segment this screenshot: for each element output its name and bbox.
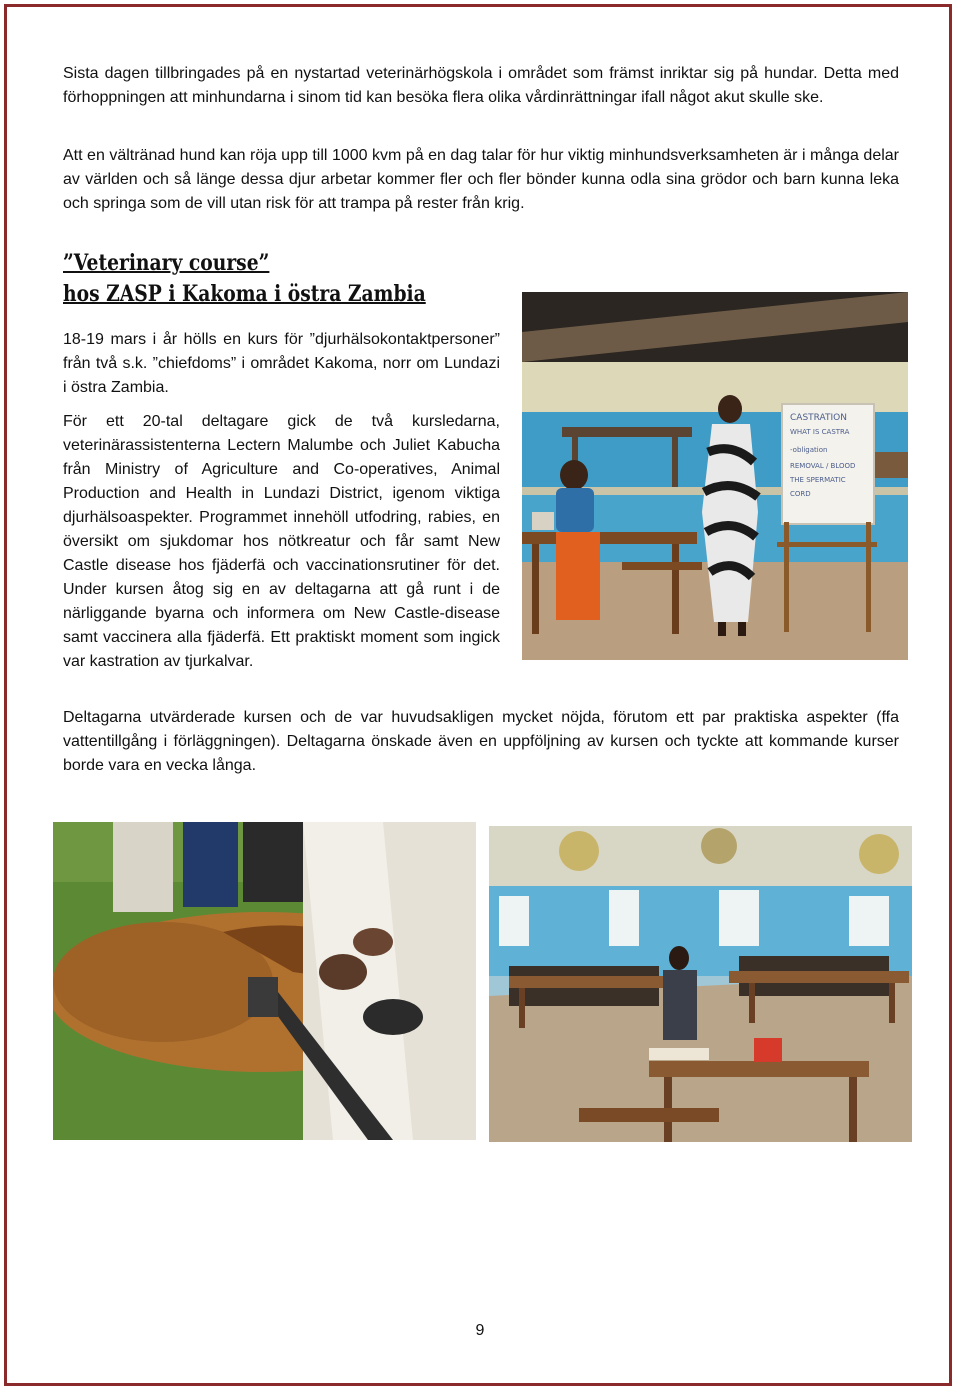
board-line-4: REMOVAL / BLOOD [790,462,856,470]
paragraph-evaluation: Deltagarna utvärderade kursen och de var huvudsakligen mycket nöjda, förutom ett par praktiska aspekter (ffa vattentillgång i förläggningen). Deltagarna önskade även en uppföljning av kursen och tyckte att kommande kurser borde vara en vecka långa. [63,709,899,774]
board-line-2: WHAT IS CASTRA [790,428,850,436]
board-line-3: -obligation [790,446,828,454]
board-line-1: CASTRATION [790,413,847,423]
paragraph-course-details: För ett 20-tal deltagare gick de två kursledarna, veterinärassistenterna Lectern Malumbe och Juliet Kabucha från Ministry of Agriculture and Co-operatives, Animal Production and Health in Lundazi District, igenom viktiga djurhälsoaspekter. Programmet innehöll utfodring, rabies, en översikt om sjukdomar hos nötkreatur och får samt New Castle disease hos fjäderfä och vaccinationsrutiner för det. Under kursen åtog sig en av deltagarna att gå runt i de närliggande byarna och informera om New Castle-disease samt vaccinera alla fjäderfä. Ett praktiskt moment som ingick var kastration av tjurkalvar. [63,413,500,670]
photo-calf-castration [53,822,476,1140]
board-line-6: CORD [790,490,811,498]
paragraph-mine-dogs: Att en vältränad hund kan röja upp till 1000 kvm på en dag talar för hur viktig minhundsverksamheten är i många delar av världen och så länge dessa djur arbetar kommer fler och fler bönder kunna odla sina grödor och barn kunna leka och springa som de vill utan risk för att trampa på rester från krig. [63,147,899,212]
heading-line-1: ”Veterinary course” [63,250,270,276]
page-number: 9 [475,1322,485,1339]
board-line-5: THE SPERMATIC [790,476,846,484]
heading-line-2: hos ZASP i Kakoma i östra Zambia [63,281,426,307]
paragraph-course-intro: 18-19 mars i år hölls en kurs för ”djurhälsokontaktpersoner” från två s.k. ”chiefdoms” i området Kakoma, norr om Lundazi i östra Zambia. [63,331,500,396]
photo-course-participants [489,826,912,1142]
paragraph-veterinary-school: Sista dagen tillbringades på en nystartad veterinärhögskola i området som främst inriktar sig på hundar. Detta med förhoppningen att minhundarna i sinom tid kan besöka flera olika vårdinrättningar ifall något akut skulle ske. [63,65,899,106]
photo-classroom-teacher [522,292,908,660]
section-heading [63,248,426,310]
